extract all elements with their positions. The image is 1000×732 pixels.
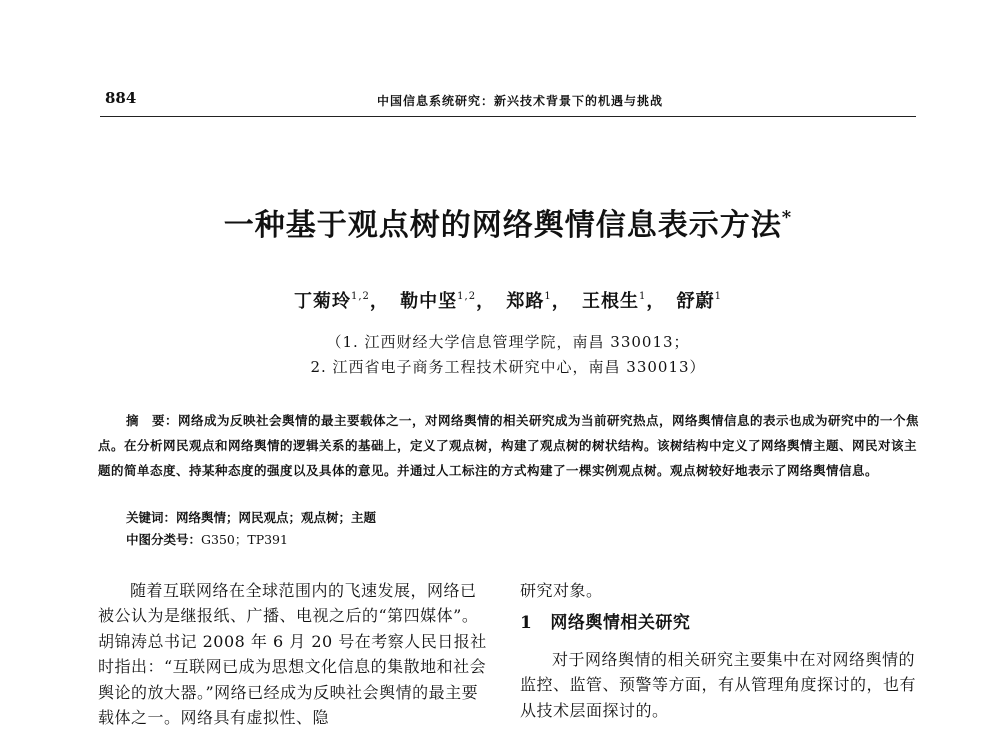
body-paragraph: 对于网络舆情的相关研究主要集中在对网络舆情的监控、监管、预警等方面，有从管理角度探讨的，也有从技术层面探讨的。 (520, 649, 917, 720)
section-number: 1 (520, 613, 533, 634)
author-affiliation-mark: 1,2 (457, 291, 477, 302)
body-left-column (98, 578, 488, 730)
author-list (100, 287, 916, 313)
author-name: 勒中坚 (400, 291, 458, 312)
keywords (126, 508, 376, 526)
header-rule (100, 116, 916, 117)
classification-number (126, 530, 288, 548)
body-continuation: 研究对象。 (520, 581, 603, 600)
author-separator: ， (369, 291, 389, 312)
author-separator: ， (551, 291, 571, 312)
page-number: 884 (105, 89, 137, 107)
author-name: 舒蔚 (676, 291, 715, 312)
section-heading (520, 611, 920, 636)
paper-title-text: 一种基于观点树的网络舆情信息表示方法 (223, 208, 782, 243)
paper-title (100, 200, 916, 244)
title-footnote-mark: * (781, 207, 793, 228)
author-name: 王根生 (582, 291, 639, 312)
body-paragraph: 随着互联网络在全球范围内的飞速发展，网络已被公认为是继报纸、广播、电视之后的“第四媒体”。胡锦涛总书记 2008 年 6 月 20 号在考察人民日报社时指出：“互联网已成为思想文化信息的集散地和社会舆论的放大器。”网络已经成为反映社会舆情的最主要载体之一。网络具有虚拟性、隐 (98, 581, 487, 728)
keywords-label: 关键词： (126, 510, 177, 525)
author-name: 丁菊玲 (293, 291, 351, 312)
author-affiliation-mark: 1,2 (350, 291, 370, 302)
abstract-text: 网络成为反映社会舆情的最主要载体之一，对网络舆情的相关研究成为当前研究热点，网络舆情信息的表示也成为研究中的一个焦点。在分析网民观点和网络舆情的逻辑关系的基础上，定义了观点树，构建了观点树的树状结构。该树结构中定义了网络舆情主题、网民对该主题的简单态度、持某种态度的强度以及具体的意见。并通过人工标注的方式构建了一棵实例观点树。观点树较好地表示了网络舆情信息。 (98, 413, 920, 478)
affiliation-line-2: 2. 江西省电子商务工程技术研究中心，南昌 330013） (310, 358, 706, 376)
affiliation-line-1: （1. 江西财经大学信息管理学院，南昌 330013； (326, 333, 690, 351)
abstract-label: 摘 要： (126, 413, 179, 428)
author-affiliation-mark: 1 (714, 291, 723, 302)
author-affiliation-mark: 1 (639, 291, 647, 302)
classification-label: 中图分类号： (126, 532, 202, 547)
section-title: 网络舆情相关研究 (550, 613, 691, 634)
classification-text: G350；TP391 (201, 532, 288, 547)
abstract (98, 408, 926, 483)
author-separator: ， (646, 291, 666, 312)
keywords-text: 网络舆情；网民观点；观点树；主题 (176, 510, 377, 525)
body-right-column (520, 578, 920, 723)
running-header: 中国信息系统研究：新兴技术背景下的机遇与挑战 (376, 94, 663, 108)
author-separator: ， (476, 291, 496, 312)
author-name: 郑路 (506, 291, 545, 312)
author-affiliation-mark: 1 (544, 291, 552, 302)
